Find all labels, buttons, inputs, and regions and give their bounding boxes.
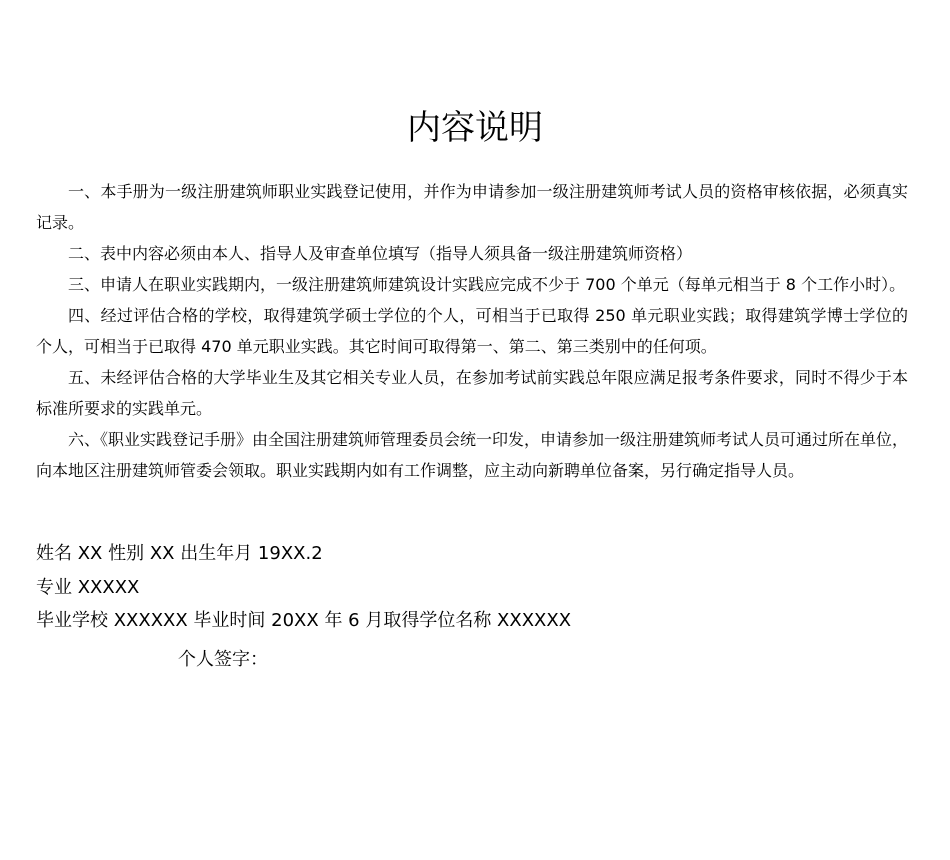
paragraph-4: 四、经过评估合格的学校，取得建筑学硕士学位的个人，可相当于已取得 250 单元职业实践；取得建筑学博士学位的个人，可相当于已取得 470 单元职业实践。其它时间可取得第一、第二、第三类别中的任何项。 [36,306,908,356]
signature-label: 个人签字： [178,649,268,670]
major-line: 专业 XXXXX [36,576,140,598]
paragraph-5: 五、未经评估合格的大学毕业生及其它相关专业人员，在参加考试前实践总年限应满足报考条件要求，同时不得少于本标准所要求的实践单元。 [36,368,908,418]
paragraph-6: 六、《职业实践登记手册》由全国注册建筑师管理委员会统一印发，申请参加一级注册建筑师考试人员可通过所在单位，向本地区注册建筑师管委会领取。职业实践期内如有工作调整，应主动向新聘单位备案，另行确定指导人员。 [36,430,909,480]
school-line: 毕业学校 XXXXXX 毕业时间 20XX 年 6 月取得学位名称 XXXXXX [36,610,572,631]
name-line: 姓名 XX 性别 XX 出生年月 19XX.2 [36,543,323,564]
paragraph-1: 一、本手册为一级注册建筑师职业实践登记使用，并作为申请参加一级注册建筑师考试人员的资格审核依据，必须真实记录。 [36,182,908,232]
instructions-body [36,176,908,486]
paragraph-2: 二、表中内容必须由本人、指导人及审查单位填写（指导人须具备一级注册建筑师资格） [68,244,693,263]
paragraph-3: 三、申请人在职业实践期内，一级注册建筑师建筑设计实践应完成不少于 700 个单元（每单元相当于 8 个工作小时）。 [68,275,906,294]
page-title: 内容说明 [407,108,543,148]
personal-info [36,537,908,638]
